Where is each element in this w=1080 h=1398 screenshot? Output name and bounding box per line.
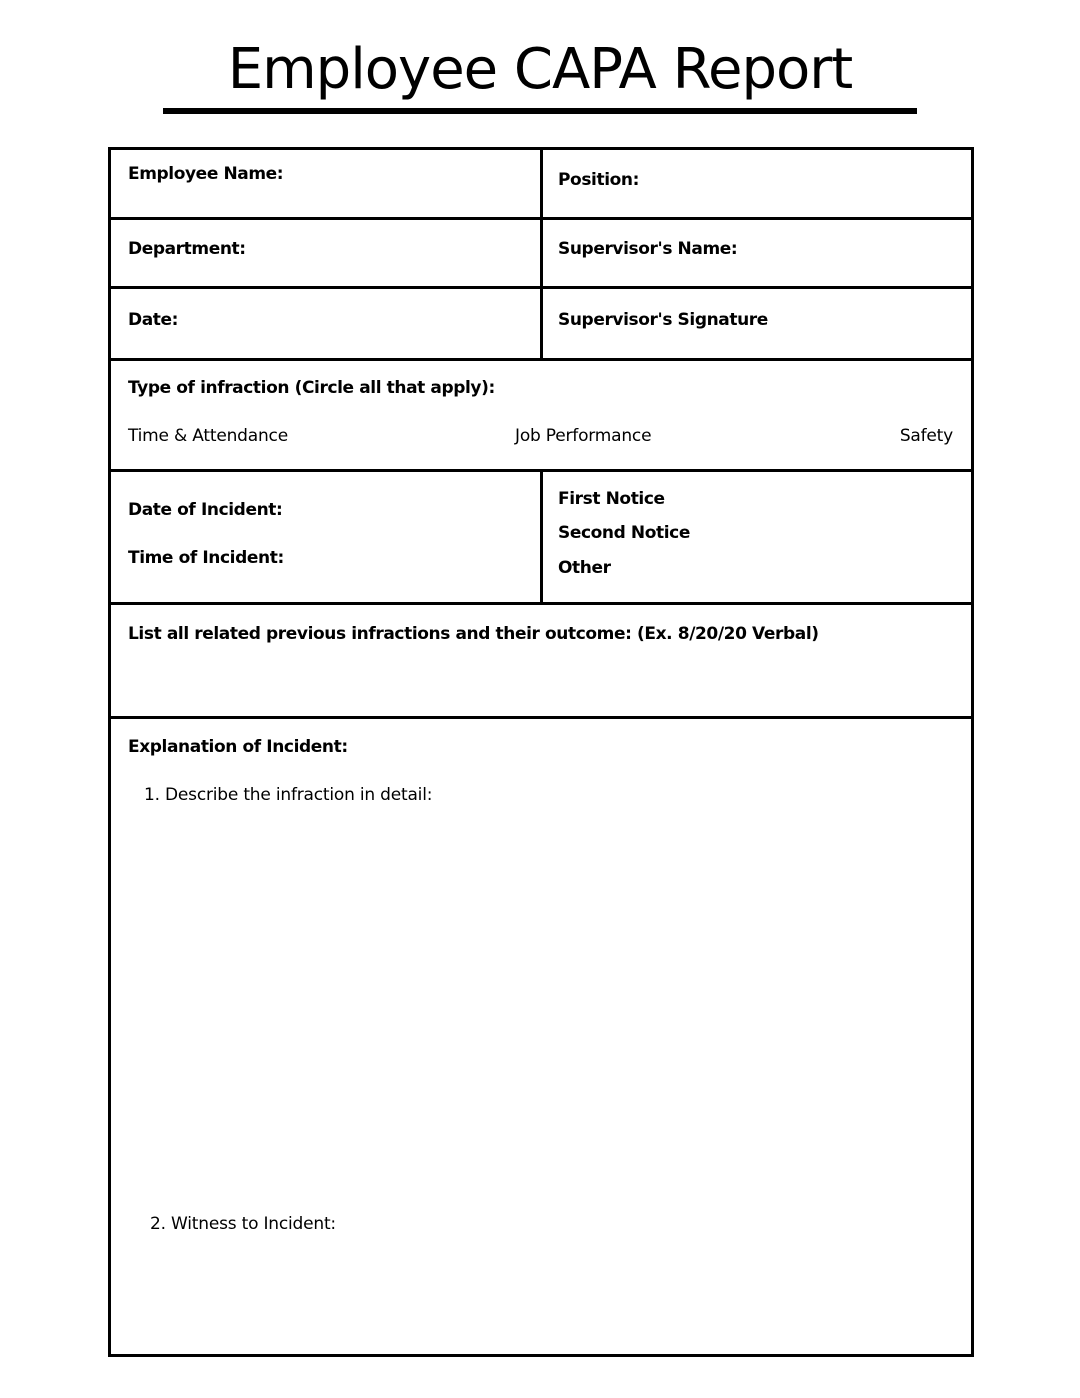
infraction-option-safety[interactable]: Safety [899, 426, 953, 446]
infraction-option-job-performance[interactable]: Job Performance [515, 426, 652, 446]
title-underline [163, 108, 917, 114]
capa-form [108, 147, 974, 1357]
column-divider [540, 469, 543, 602]
date-of-incident-field[interactable]: Date of Incident: [128, 500, 283, 520]
previous-infractions-field[interactable]: List all related previous infractions and their outcome: (Ex. 8/20/20 Verbal) [128, 624, 819, 644]
employee-name-field[interactable]: Employee Name: [128, 164, 284, 184]
row-divider [111, 358, 971, 361]
explanation-heading: Explanation of Incident: [128, 737, 348, 757]
column-divider [540, 150, 543, 358]
position-field[interactable]: Position: [558, 170, 640, 190]
notice-other[interactable]: Other [558, 558, 611, 578]
row-divider [111, 716, 971, 719]
time-of-incident-field[interactable]: Time of Incident: [128, 548, 284, 568]
notice-first[interactable]: First Notice [558, 489, 665, 509]
supervisor-signature-field[interactable]: Supervisor's Signature [558, 310, 768, 330]
department-field[interactable]: Department: [128, 239, 246, 259]
supervisor-name-field[interactable]: Supervisor's Name: [558, 239, 738, 259]
notice-second[interactable]: Second Notice [558, 523, 690, 543]
date-field[interactable]: Date: [128, 310, 179, 330]
describe-infraction-field[interactable]: 1. Describe the infraction in detail: [144, 785, 433, 805]
page-title: Employee CAPA Report [227, 37, 853, 102]
infraction-option-time-attendance[interactable]: Time & Attendance [128, 426, 288, 446]
row-divider [111, 602, 971, 605]
infraction-heading: Type of infraction (Circle all that apply): [128, 378, 495, 398]
witness-field[interactable]: 2. Witness to Incident: [150, 1214, 336, 1234]
